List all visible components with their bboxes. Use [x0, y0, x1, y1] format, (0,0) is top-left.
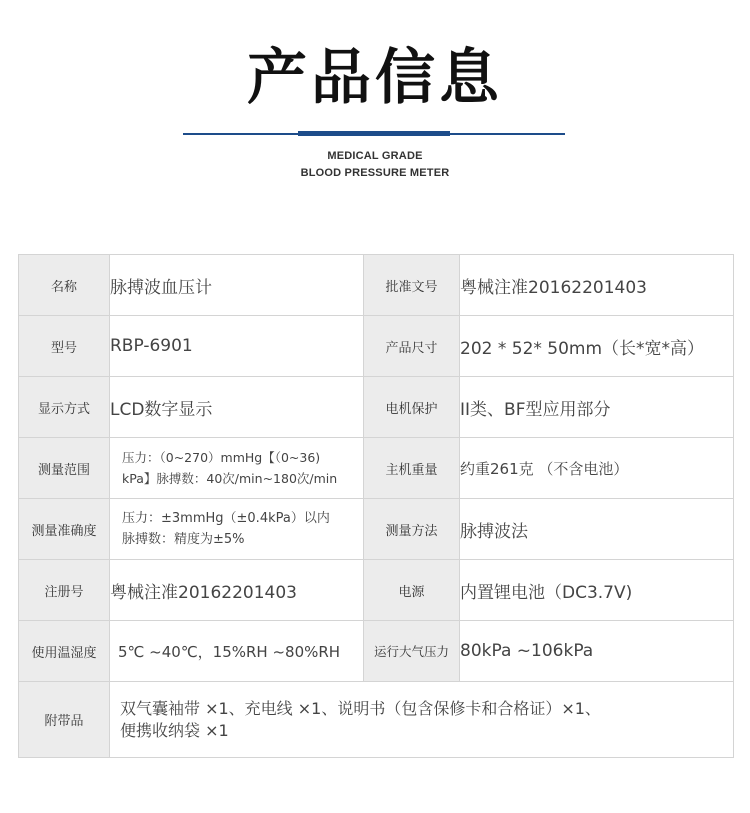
range-value [110, 438, 364, 499]
protection-label: 电机保护 [364, 377, 460, 438]
title-divider-accent [298, 131, 450, 136]
model-value: RBP-6901 [110, 316, 364, 377]
range-value-line-1: 压力：（0~270）mmHg【（0~36) [122, 450, 321, 465]
registration-label: 注册号 [19, 560, 110, 621]
range-label: 测量范围 [19, 438, 110, 499]
table-row [19, 255, 734, 316]
accessories-value [110, 682, 734, 758]
table-row [19, 499, 734, 560]
approval-value: 粤械注准20162201403 [460, 255, 734, 316]
accuracy-label: 测量准确度 [19, 499, 110, 560]
accessories-value-line-2: 便携收纳袋 ×1 [120, 720, 229, 740]
spec-table [18, 254, 734, 758]
weight-value: 约重261克 （不含电池） [460, 438, 734, 499]
size-label: 产品尺寸 [364, 316, 460, 377]
table-row [19, 316, 734, 377]
accuracy-value-line-2: 脉搏数：精度为±5% [122, 532, 245, 547]
registration-value: 粤械注准20162201403 [110, 560, 364, 621]
model-label: 型号 [19, 316, 110, 377]
name-value: 脉搏波血压计 [110, 255, 364, 316]
display-label: 显示方式 [19, 377, 110, 438]
size-value: 202 * 52* 50mm（长*宽*高） [460, 316, 734, 377]
protection-value: II类、BF型应用部分 [460, 377, 734, 438]
power-label: 电源 [364, 560, 460, 621]
display-value: LCD数字显示 [110, 377, 364, 438]
range-value-line-2: kPa】脉搏数：40次/min~180次/min [122, 471, 338, 486]
accessories-label: 附带品 [19, 682, 110, 758]
accessories-value-line-1: 双气囊袖带 ×1、充电线 ×1、说明书（包含保修卡和合格证）×1、 [120, 698, 601, 718]
pressure-value: 80kPa ~106kPa [460, 621, 734, 682]
page-title: 产品信息 [247, 43, 503, 113]
pressure-label: 运行大气压力 [364, 621, 460, 682]
name-label: 名称 [19, 255, 110, 316]
power-value: 内置锂电池（DC3.7V) [460, 560, 734, 621]
table-row [19, 560, 734, 621]
method-value: 脉搏波法 [460, 499, 734, 560]
accuracy-value-line-1: 压力：±3mmHg（±0.4kPa）以内 [122, 511, 330, 526]
temp-label: 使用温湿度 [19, 621, 110, 682]
temp-value: 5℃ ~40℃，15%RH ~80%RH [110, 621, 364, 682]
table-row [19, 621, 734, 682]
method-label: 测量方法 [364, 499, 460, 560]
table-row [19, 377, 734, 438]
subtitle-line-1: MEDICAL GRADE [327, 150, 423, 162]
table-row [19, 682, 734, 758]
table-row [19, 438, 734, 499]
approval-label: 批准文号 [364, 255, 460, 316]
accuracy-value [110, 499, 364, 560]
weight-label: 主机重量 [364, 438, 460, 499]
subtitle-line-2: BLOOD PRESSURE METER [300, 167, 450, 179]
